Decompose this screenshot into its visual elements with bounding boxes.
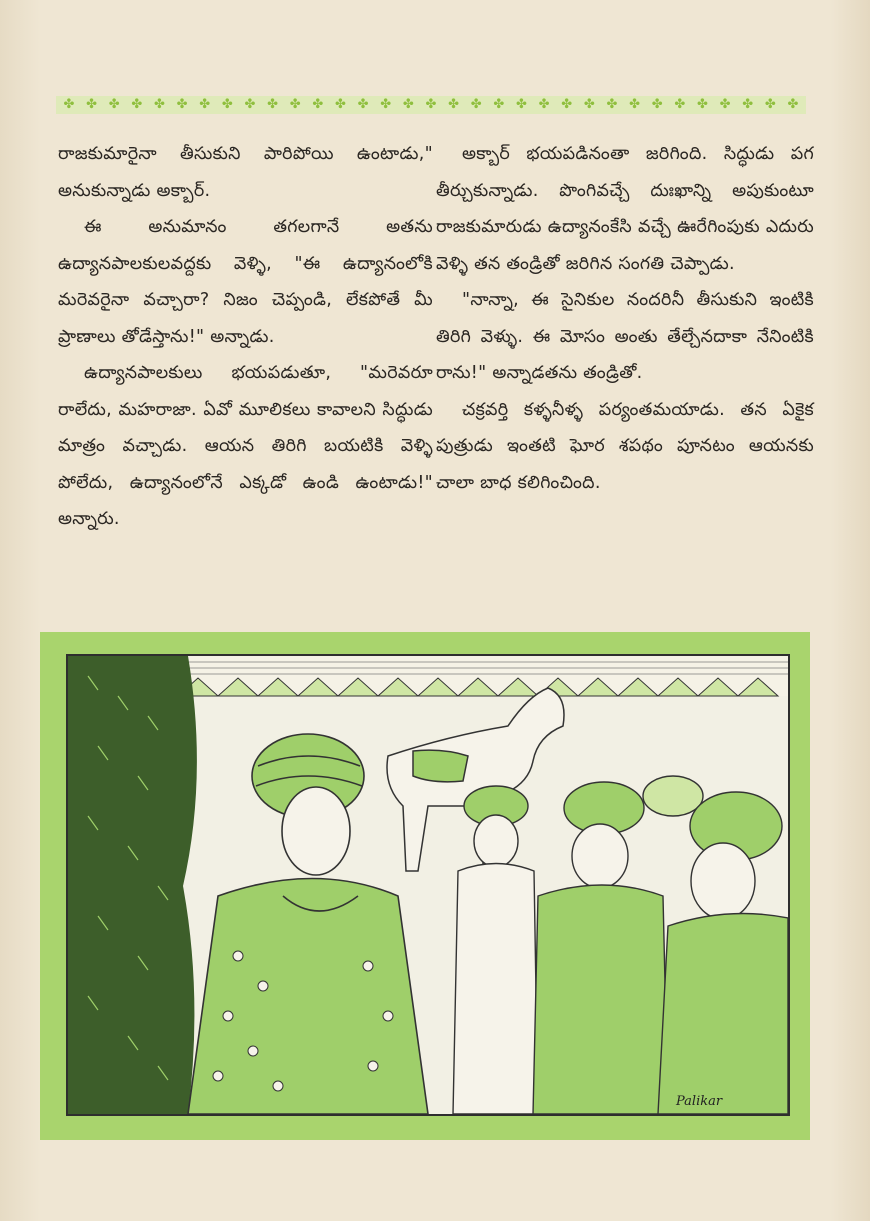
border-motif: ✤ bbox=[402, 97, 414, 112]
border-motif: ✤ bbox=[425, 97, 437, 112]
border-motif: ✤ bbox=[651, 97, 663, 112]
soldiers bbox=[453, 776, 788, 1114]
border-motif: ✤ bbox=[697, 97, 708, 112]
border-motif: ✤ bbox=[108, 97, 120, 112]
border-motif: ✤ bbox=[764, 97, 776, 112]
border-motif: ✤ bbox=[267, 97, 279, 112]
border-motif: ✤ bbox=[289, 97, 301, 112]
illustration bbox=[66, 654, 790, 1116]
border-motif: ✤ bbox=[787, 97, 799, 112]
border-motif: ✤ bbox=[606, 97, 618, 112]
border-motif: ✤ bbox=[629, 97, 641, 112]
border-motif: ✤ bbox=[199, 97, 211, 112]
border-motif: ✤ bbox=[335, 97, 346, 112]
border-motif: ✤ bbox=[516, 97, 527, 112]
border-motif: ✤ bbox=[176, 97, 188, 112]
border-motif: ✤ bbox=[357, 97, 369, 112]
border-motif: ✤ bbox=[312, 97, 324, 112]
border-motif: ✤ bbox=[538, 97, 550, 112]
border-motif: ✤ bbox=[448, 97, 460, 112]
right-text-column bbox=[436, 136, 814, 501]
border-motif: ✤ bbox=[63, 97, 75, 112]
paragraph: అక్బార్ భయపడినంతా జరిగింది. సిద్ధుడు పగ తీర్చుకున్నాడు. పొంగివచ్చే దుఃఖాన్ని అపుకుంటూ రాజకుమారుడు ఉద్యానంకేసి వచ్చే ఊరేగింపుకు ఎదురు వెళ్ళి తన తండ్రితో జరిగిన సంగతి చెప్పాడు. bbox=[436, 144, 814, 274]
border-motif: ✤ bbox=[380, 97, 392, 112]
illustration-drawing bbox=[68, 656, 788, 1114]
border-motif: ✤ bbox=[244, 97, 256, 112]
border-motif: ✤ bbox=[131, 97, 143, 112]
paragraph: చక్రవర్తి కళ్ళనీళ్ళ పర్యంతమయాడు. తన ఏకైక పుత్రుడు ఇంతటి ఘోర శపథం పూనటం ఆయనకు చాలా బాధ కలిగించింది. bbox=[436, 399, 814, 493]
border-motif: ✤ bbox=[674, 97, 686, 112]
paragraph: రాజకుమారైనా తీసుకుని పారిపోయి ఉంటాడు," అనుకున్నాడు అక్బార్. bbox=[58, 144, 433, 201]
decorative-border bbox=[56, 96, 806, 114]
tree bbox=[68, 656, 197, 1114]
border-motif: ✤ bbox=[221, 97, 233, 112]
border-motif: ✤ bbox=[470, 97, 482, 112]
paragraph: "నాన్నా, ఈ సైనికుల నందరినీ తీసుకుని ఇంటికి తిరిగి వెళ్ళు. ఈ మోసం అంతు తేల్చేనదాకా నేనింటికి రాను!" అన్నాడతను తండ్రితో. bbox=[436, 290, 814, 383]
border-motif: ✤ bbox=[493, 97, 505, 112]
border-motif: ✤ bbox=[583, 97, 595, 112]
paragraph: ఉద్యానపాలకులు భయపడుతూ, "మరెవరూ రాలేదు, మహరాజా. ఏవో మూలికలు కావాలని సిద్ధుడు మాత్రం వచ్చాడు. ఆయన తిరిగి బయటికి వెళ్ళి పోలేదు, ఉద్యానంలోనే ఎక్కడో ఉండి ఉంటాడు!" అన్నారు. bbox=[58, 363, 433, 529]
border-motif: ✤ bbox=[561, 97, 573, 112]
border-motif: ✤ bbox=[154, 97, 165, 112]
left-text-column bbox=[58, 136, 433, 538]
artist-signature: Palikar bbox=[676, 1094, 723, 1109]
border-motif: ✤ bbox=[719, 97, 731, 112]
border-motif: ✤ bbox=[86, 97, 98, 112]
paragraph: ఈ అనుమానం తగలగానే అతను ఉద్యానపాలకులవద్దకు వెళ్ళి, "ఈ ఉద్యానంలోకి మరెవరైనా వచ్చారా? నిజం చెప్పండి, లేకపోతే మీ ప్రాణాలు తోడేస్తాను!" అన్నాడు. bbox=[58, 217, 433, 347]
border-motif: ✤ bbox=[742, 97, 754, 112]
